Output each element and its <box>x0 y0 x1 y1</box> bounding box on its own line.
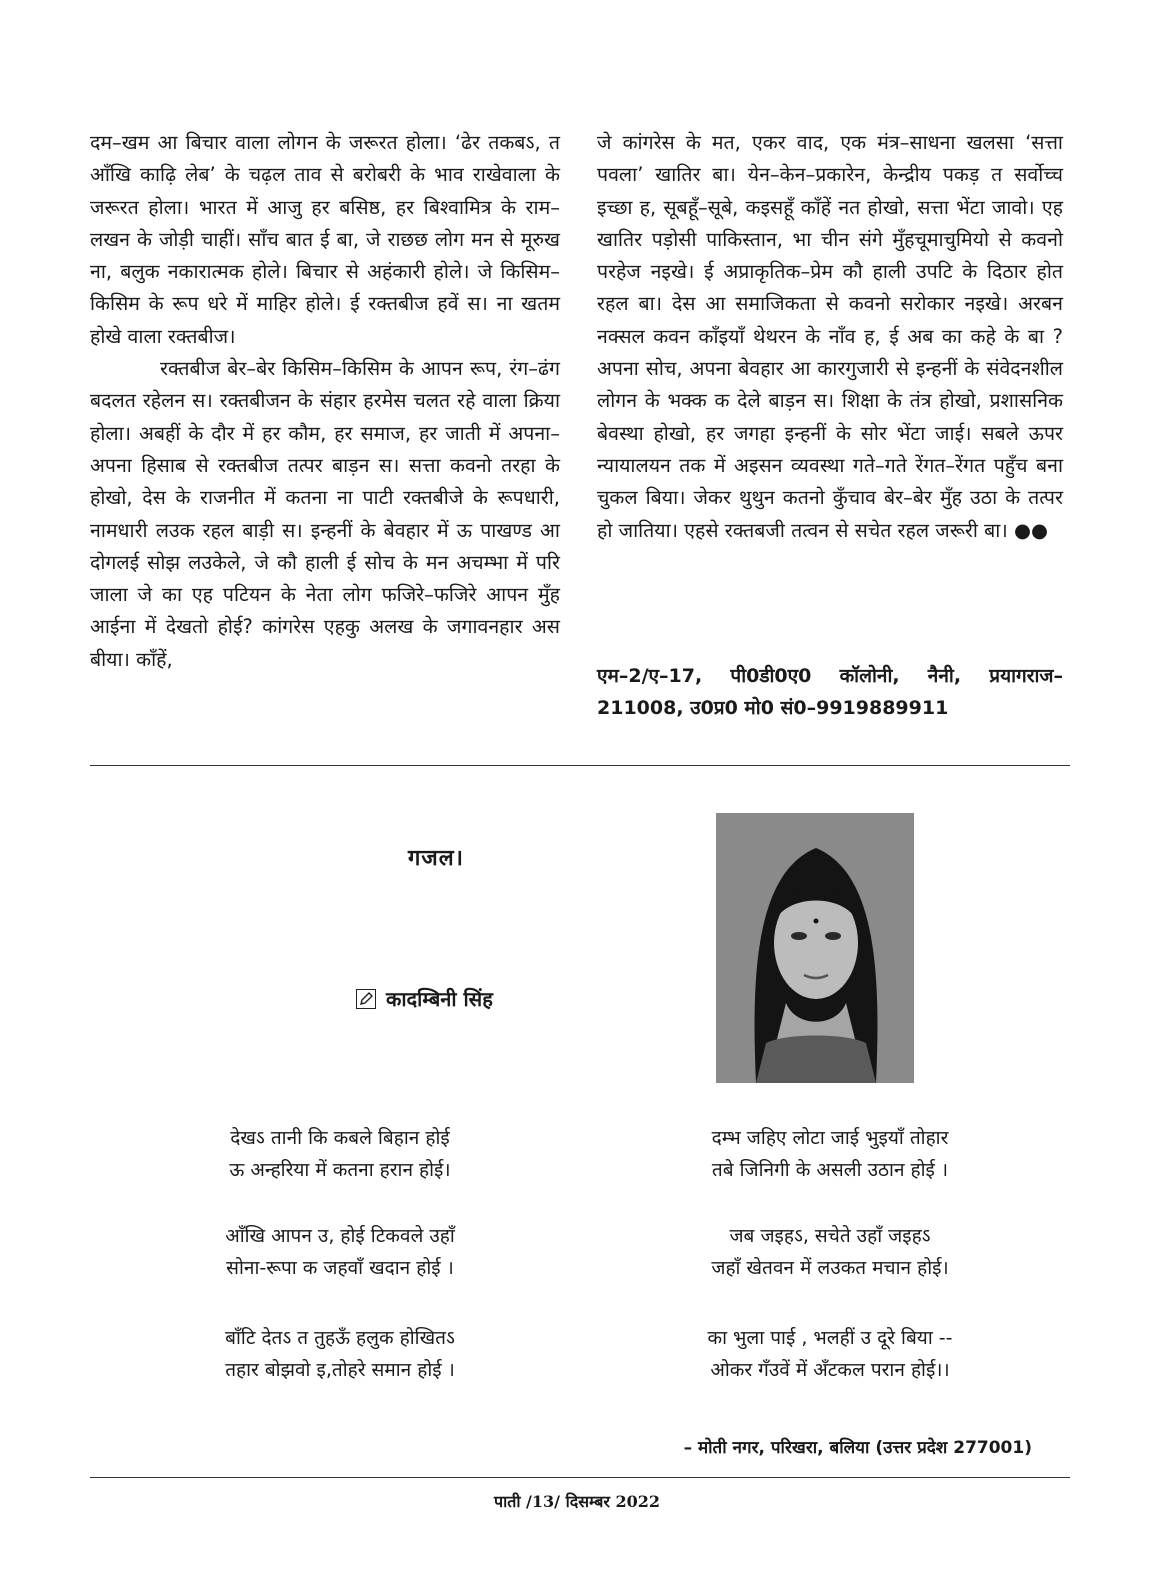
poem-line: तबे जिनिगी के असली उठान होई । <box>711 1159 949 1181</box>
poem-stanza <box>640 1220 1020 1284</box>
author-photo <box>716 813 914 1083</box>
author-name: कादम्बिनी सिंह <box>386 987 493 1011</box>
poem-line: तहार बोझवो इ,तोहरे समान होई । <box>225 1359 455 1381</box>
footer-divider <box>90 1477 1070 1478</box>
poem-line: जब जइहऽ, सचेते उहाँ जइहऽ <box>729 1225 931 1247</box>
poem-title: गजल। <box>408 846 464 871</box>
poem-author <box>356 985 493 1012</box>
author-address: एम–2/ए–17, पी0डी0ए0 कॉलोनी, नैनी, प्रयागराज–211008, उ0प्र0 मो0 सं0–9919889911 <box>597 665 1063 719</box>
end-mark: ●● <box>1013 518 1048 542</box>
pen-icon <box>356 989 376 1009</box>
poem-line: सोना-रूपा क जहवाँ खदान होई । <box>226 1257 454 1279</box>
section-divider <box>90 765 1070 766</box>
poem-line: आँखि आपन उ, होई टिकवले उहाँ <box>225 1225 455 1247</box>
poem-line: ओकर गँउवें में अँटकल परान होई।। <box>710 1359 950 1381</box>
poem-line: जहाँ खेतवन में लउकत मचान होई। <box>711 1257 949 1279</box>
poem-stanza <box>640 1122 1020 1186</box>
poet-address: – मोती नगर, परिखरा, बलिया (उत्तर प्रदेश 277001) <box>683 1438 1032 1458</box>
poem-stanza <box>150 1220 530 1284</box>
poem-line: देखऽ तानी कि कबले बिहान होई <box>230 1127 450 1149</box>
poem-stanza <box>150 1122 530 1186</box>
article-left-column <box>90 127 560 676</box>
poem-stanza <box>150 1322 530 1386</box>
article-right-column <box>597 127 1063 547</box>
poem-stanza <box>640 1322 1020 1386</box>
article-paragraph <box>597 127 1063 547</box>
poem-line: बाँटि देतऽ त तुहऊँ हलुक होखितऽ <box>225 1327 455 1349</box>
poem-line: दम्भ जहिए लोटा जाई भुइयाँ तोहार <box>711 1127 949 1149</box>
article-paragraph-text: जे कांगरेस के मत, एकर वाद, एक मंत्र–साधना खलसा ‘सत्ता पवला’ खातिर बा। येन–केन–प्रकारेन, केन्द्रीय पकड़ त सर्वोच्च इच्छा ह, सूबहूँ–सूबे, कइसहूँ काँहें नत होखो, सत्ता भेंटा जावो। एह खातिर पड़ोसी पाकिस्तान, भा चीन संगे मुँहचूमाचुमियो से कवनो परहेज नइखे। ई अप्राकृतिक–प्रेम कौ हाली उपटि के दिठार होत रहल बा। देस आ समाजिकता से कवनो सरोकार नइखे। अरबन नक्सल कवन काँइयाँ थेथरन के नाँव ह, ई अब का कहे के बा ? अपना सोच, अपना बेवहार आ कारगुजारी से इन्हनीं के संवेदनशील लोगन के भक्क क देले बाड़न स। शिक्षा के तंत्र होखो, प्रशासनिक बेवस्था होखो, हर जगहा इन्हनीं के सोर भेंटा जाई। सबले ऊपर न्यायालयन तक में अइसन व्यवस्था गते–गते रेंगत–रेंगत पहुँच बना चुकल बिया। जेकर थुथुन कतनो कुँचाव बेर–बेर मुँह उठा के तत्पर हो जातिया। एहसे रक्तबजी तत्वन से सचेत रहल जरूरी बा। <box>597 131 1063 542</box>
article-paragraph: रक्तबीज बेर–बेर किसिम–किसिम के आपन रूप, रंग–ढंग बदलत रहेलन स। रक्तबीजन के संहार हरमेस चलत रहे वाला क्रिया होला। अबहीं के दौर में हर कौम, हर समाज, हर जाती में अपना–अपना हिसाब से रक्तबीज तत्पर बाड़न स। सत्ता कवनो तरहा के होखो, देस के राजनीत में कतना ना पाटी रक्तबीजे के रूपधारी, नामधारी लउक रहल बाड़ी स। इन्हनीं के बेवहार में ऊ पाखण्ड आ दोगलई सोझ लउकेले, जे कौ हाली ई सोच के मन अचम्भा में परि जाला जे का एह पटियन के नेता लोग फजिरे–फजिरे आपन मुँह आईना में देखतो होई? कांगरेस एहकु अलख के जगावनहार अस बीया। काँहें, <box>90 357 560 671</box>
poem-line: ऊ अन्हरिया में कतना हरान होई। <box>229 1159 451 1181</box>
poem-line: का भुला पाई , भलहीं उ दूरे बिया -- <box>707 1327 953 1349</box>
page-footer: पाती /13/ दिसम्बर 2022 <box>493 1492 661 1511</box>
article-paragraph: दम–खम आ बिचार वाला लोगन के जरूरत होला। ‘ढेर तकबऽ, त आँखि काढ़ि लेब’ के चढ़ल ताव से बरोबरी के भाव राखेवाला के जरूरत होला। भारत में आजु हर बसिष्ठ, हर बिश्वामित्र के राम–लखन के जोड़ी चाहीं। साँच बात ई बा, जे राछछ लोग मन से मूरुख ना, बलुक नकारात्मक होले। बिचार से अहंकारी होले। जे किसिम–किसिम के रूप धरे में माहिर होले। ई रक्तबीज हवें स। ना खतम होखे वाला रक्तबीज। <box>90 131 560 348</box>
